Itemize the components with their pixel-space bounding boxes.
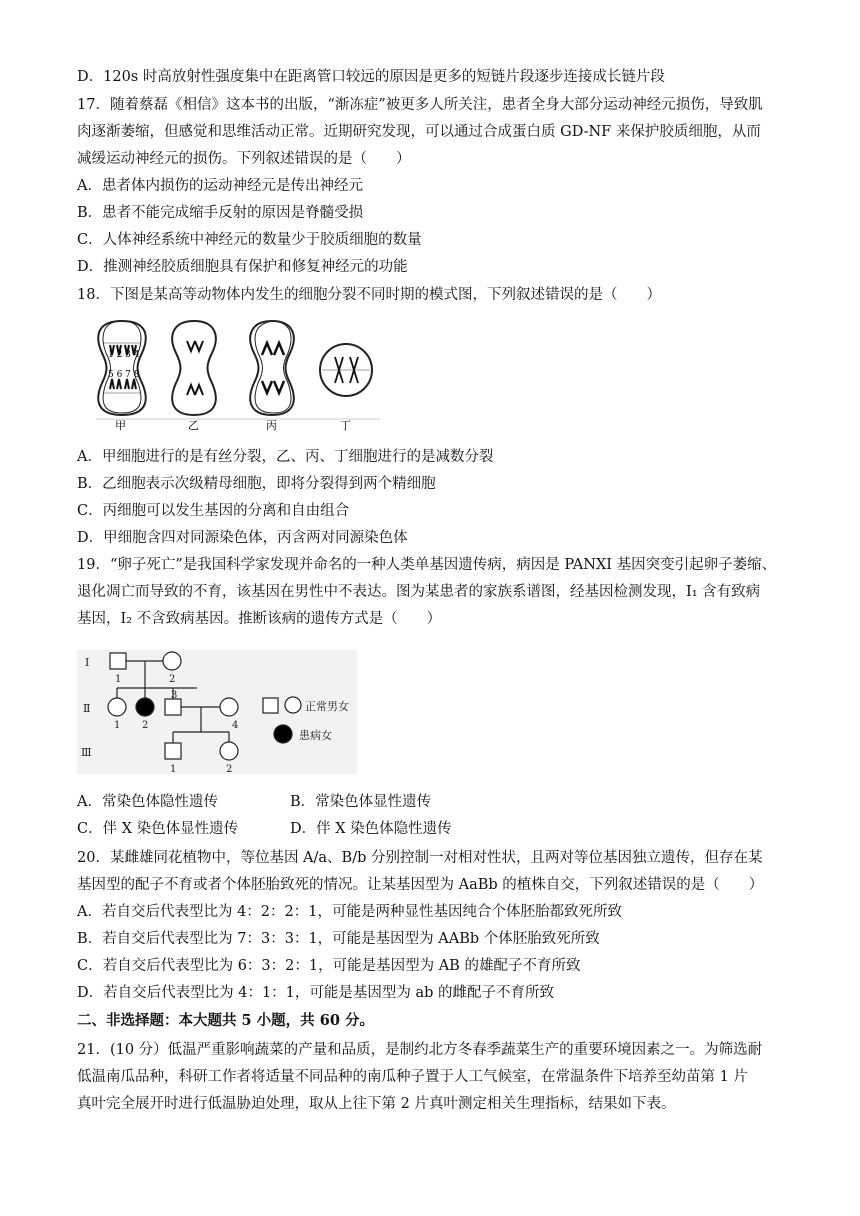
- q19-option-d: D．伴 X 染色体隐性遗传: [290, 821, 452, 837]
- pedigree-figure: [77, 650, 357, 774]
- pedigree-I1-male: [110, 653, 126, 669]
- q20-stem-line1: 20．某雌雄同花植物中，等位基因 A/a、B/b 分别控制一对相对性状，且两对等位基因独立遗传，但存在某: [77, 850, 763, 866]
- legend-normal-female: [285, 697, 301, 713]
- pedigree-num-I2: 2: [169, 674, 176, 685]
- pedigree-num-II3: 3: [171, 690, 178, 701]
- gen-label-1: Ⅰ: [85, 656, 90, 669]
- q16-option-d: D．120s 时高放射性强度集中在距离管口较远的原因是更多的短链片段逐步连接成长链片段: [77, 69, 665, 85]
- pedigree-III1-male: [165, 743, 181, 759]
- cell-label-jia: 甲: [115, 419, 126, 431]
- q18-stem: 18．下图是某高等动物体内发生的细胞分裂不同时期的模式图，下列叙述错误的是（ ）: [77, 287, 661, 303]
- q17-option-c: C．人体神经系统中神经元的数量少于胶质细胞的数量: [77, 232, 422, 248]
- pedigree-II2-affected-female: [136, 698, 154, 716]
- q17-option-a: A．患者体内损伤的运动神经元是传出神经元: [77, 178, 363, 194]
- pedigree-num-II4: 4: [232, 720, 239, 731]
- cell-jia-numbers-bottom: 5 6 7 8: [108, 370, 140, 380]
- pedigree-II3-male: [165, 699, 181, 715]
- q19-option-a: A．常染色体隐性遗传: [77, 794, 218, 810]
- q21-stem-line2: 低温南瓜品种，科研工作者将适量不同品种的南瓜种子置于人工气候室，在常温条件下培养至幼苗第 1 片: [77, 1069, 748, 1085]
- cell-jia: [98, 321, 145, 415]
- q18-option-b: B．乙细胞表示次级精母细胞，即将分裂得到两个精细胞: [77, 476, 436, 492]
- cell-jia-numbers-top: 1 2 3 4: [108, 350, 140, 360]
- q17-option-b: B．患者不能完成缩手反射的原因是脊髓受损: [77, 205, 364, 221]
- pedigree-num-III1: 1: [170, 764, 177, 774]
- pedigree-II1-female: [108, 698, 126, 716]
- pedigree-num-II2: 2: [142, 720, 149, 731]
- q19-stem-line1: 19．“卵子死亡”是我国科学家发现并命名的一种人类单基因遗传病，病因是 PANXI 基因突变引起卵子萎缩、: [77, 557, 777, 573]
- pedigree-III2-female: [220, 742, 238, 760]
- q20-option-d: D．若自交后代表型比为 4：1：1，可能是基因型为 ab 的雌配子不育所致: [77, 985, 555, 1001]
- pedigree-I2-female: [163, 652, 181, 670]
- cell-ding: [320, 344, 372, 396]
- cell-label-ding: 丁: [340, 419, 351, 431]
- q18-option-d: D．甲细胞含四对同源染色体，丙含两对同源染色体: [77, 530, 408, 546]
- q17-stem-line1: 17．随着蔡磊《相信》这本书的出版，“渐冻症”被更多人所关注，患者全身大部分运动神经元损伤，导致肌: [77, 97, 763, 113]
- pedigree-diagram: [77, 650, 357, 774]
- gen-label-2: Ⅱ: [83, 702, 91, 715]
- legend-normal-male: [263, 698, 278, 713]
- q19-stem-line2: 退化凋亡而导致的不育，该基因在男性中不表达。图为某患者的家族系谱图，经基因检测发现，I₁ 含有致病: [77, 584, 761, 600]
- q21-stem-line1: 21．(10 分）低温严重影响蔬菜的产量和品质，是制约北方冬春季蔬菜生产的重要环境因素之一。为筛选耐: [77, 1042, 763, 1058]
- cell-label-yi: 乙: [188, 419, 199, 431]
- q17-stem-line2: 肉逐渐萎缩，但感觉和思维活动正常。近期研究发现，可以通过合成蛋白质 GD-NF 来保护胶质细胞，从而: [77, 124, 761, 140]
- q18-option-a: A．甲细胞进行的是有丝分裂，乙、丙、丁细胞进行的是减数分裂: [77, 449, 494, 465]
- q20-option-b: B．若自交后代表型比为 7：3：3：1，可能是基因型为 AABb 个体胚胎致死所致: [77, 931, 600, 947]
- q18-option-c: C．丙细胞可以发生基因的分离和自由组合: [77, 503, 350, 519]
- cell-division-figure: [92, 315, 382, 431]
- legend-affected-female: [274, 725, 292, 743]
- pedigree-II4-female: [220, 698, 238, 716]
- q20-stem-line2: 基因型的配子不育或者个体胚胎致死的情况。让某基因型为 AaBb 的植株自交，下列叙述错误的是（ ）: [77, 877, 764, 893]
- cell-label-bing: 丙: [266, 419, 277, 431]
- q19-option-b: B．常染色体显性遗传: [290, 794, 432, 810]
- q17-option-d: D．推测神经胶质细胞具有保护和修复神经元的功能: [77, 259, 408, 275]
- legend-affected-label: 患病女: [299, 729, 332, 742]
- pedigree-num-III2: 2: [226, 764, 233, 774]
- pedigree-num-II1: 1: [114, 720, 121, 731]
- cell-division-diagram: [92, 315, 382, 431]
- q17-stem-line3: 减缓运动神经元的损伤。下列叙述错误的是（ ）: [77, 151, 411, 167]
- q19-stem-line3: 基因，I₂ 不含致病基因。推断该病的遗传方式是（ ）: [77, 611, 442, 627]
- q21-stem-line3: 真叶完全展开时进行低温胁迫处理，取从上往下第 2 片真叶测定相关生理指标，结果如下表。: [77, 1096, 676, 1112]
- q19-option-c: C．伴 X 染色体显性遗传: [77, 821, 239, 837]
- q20-option-c: C．若自交后代表型比为 6：3：2：1，可能是基因型为 AB 的雄配子不育所致: [77, 958, 581, 974]
- cell-yi: [172, 321, 216, 415]
- gen-label-3: Ⅲ: [81, 746, 92, 759]
- q20-option-a: A．若自交后代表型比为 4：2：2：1，可能是两种显性基因纯合个体胚胎都致死所致: [77, 904, 622, 920]
- section-2-heading: 二、非选择题：本大题共 5 小题，共 60 分。: [77, 1012, 374, 1029]
- pedigree-num-I1: 1: [115, 674, 122, 685]
- cell-bing: [250, 321, 294, 415]
- legend-normal-label: 正常男女: [305, 700, 349, 713]
